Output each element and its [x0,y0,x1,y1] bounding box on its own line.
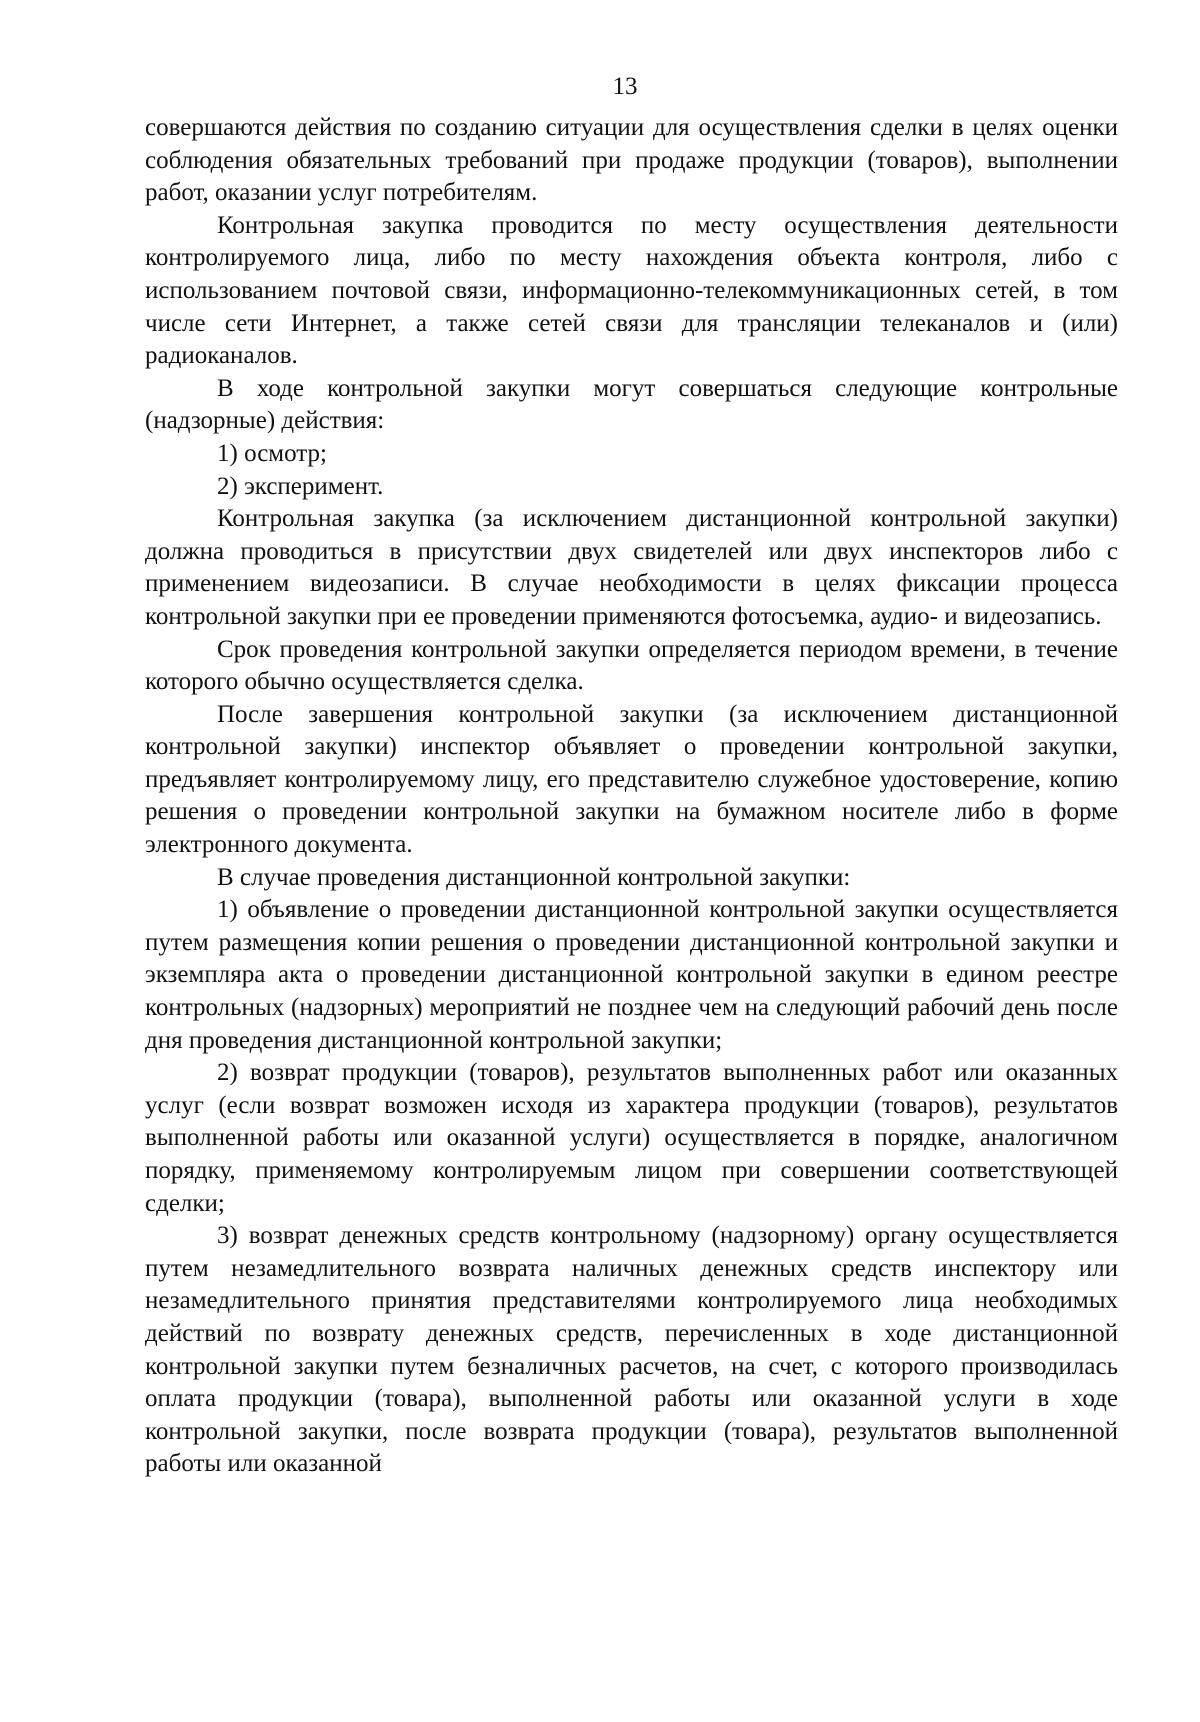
list-item: 1) осмотр; [217,439,327,467]
paragraph: Срок проведения контрольной закупки определяется периодом времени, в течение которого обычно осуществляется сделка. [145,635,1118,696]
paragraph: В случае проведения дистанционной контрольной закупки: [217,863,851,891]
paragraph: совершаются действия по созданию ситуации для осуществления сделки в целях оценки соблюдения обязательных требований при продаже продукции (товаров), выполнении работ, оказании услуг потребителям. [145,114,1118,207]
document-body [145,112,1118,1481]
paragraph: В ходе контрольной закупки могут совершаться следующие контрольные (надзорные) действия: [145,374,1118,435]
list-item: 2) эксперимент. [217,472,384,500]
page-number: 13 [612,73,638,100]
paragraph: Контрольная закупка проводится по месту осуществления деятельности контролируемого лица, либо по месту нахождения объекта контроля, либо с использованием почтовой связи, информационно-телекоммуникационных сетей, в том числе сети Интернет, а также сетей связи для трансляции телеканалов и (или) радиоканалов. [145,211,1118,370]
list-item: 1) объявление о проведении дистанционной контрольной закупки осуществляется путем размещения копии решения о проведении дистанционной контрольной закупки и экземпляра акта о проведении дистанционной контрольной закупки в едином реестре контрольных (надзорных) мероприятий не позднее чем на следующий рабочий день после дня проведения дистанционной контрольной закупки; [145,896,1118,1054]
list-item: 2) возврат продукции (товаров), результатов выполненных работ или оказанных услуг (если возврат возможен исходя из характера продукции (товаров), результатов выполненной работы или оказанной услуги) осуществляется в порядке, аналогичном порядку, применяемому контролируемым лицом при совершении соответствующей сделки; [145,1059,1118,1217]
paragraph: После завершения контрольной закупки (за исключением дистанционной контрольной закупки) инспектор объявляет о проведении контрольной закупки, предъявляет контролируемому лицу, его представителю служебное удостоверение, копию решения о проведении контрольной закупки на бумажном носителе либо в форме электронного документа. [145,700,1118,859]
list-item: 3) возврат денежных средств контрольному (надзорному) органу осуществляется путем незамедлительного возврата наличных денежных средств инспектору или незамедлительного принятия представителями контролируемого лица необходимых действий по возврату денежных средств, перечисленных в ходе дистанционной контрольной закупки путем безналичных расчетов, на счет, с которого производилась оплата продукции (товара), выполненной работы или оказанной услуги в ходе контрольной закупки, после возврата продукции (товара), результатов выполненной работы или оказанной [145,1222,1118,1478]
paragraph: Контрольная закупка (за исключением дистанционной контрольной закупки) должна проводиться в присутствии двух свидетелей или двух инспекторов либо с применением видеозаписи. В случае необходимости в целях фиксации процесса контрольной закупки при ее проведении применяются фотосъемка, аудио- и видеозапись. [145,505,1118,630]
